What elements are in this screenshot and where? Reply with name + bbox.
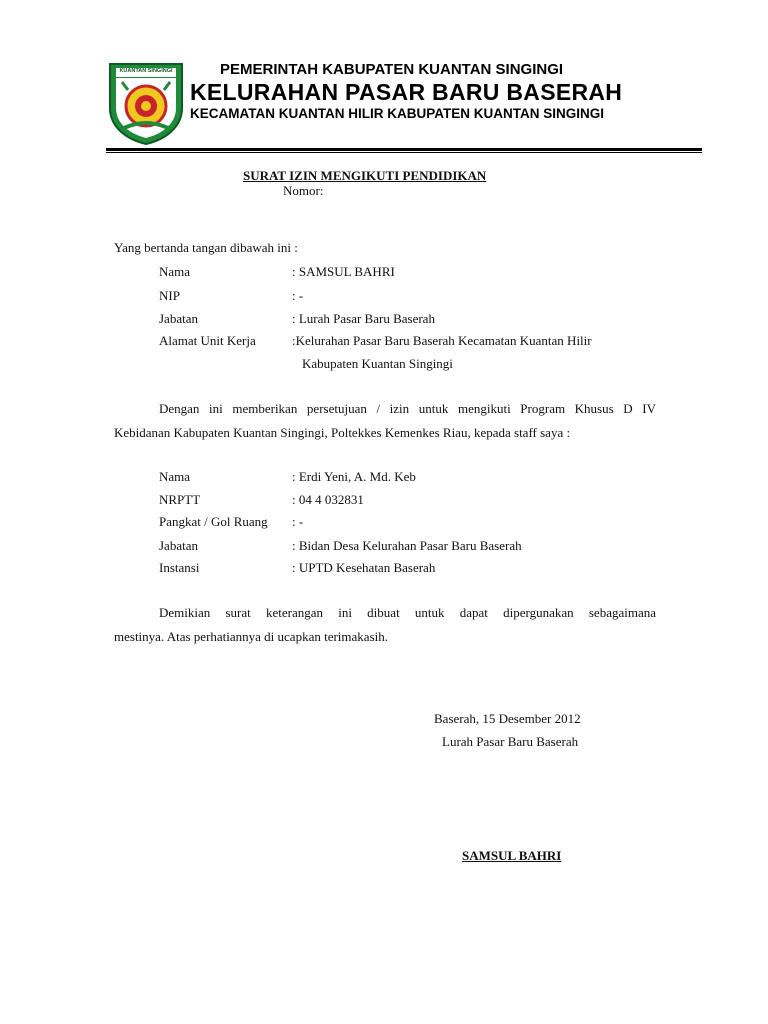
staff-name-value: : Erdi Yeni, A. Md. Keb — [292, 469, 416, 484]
staff-agency-label: Instansi — [159, 560, 200, 575]
letterhead-address: KECAMATAN KUANTAN HILIR KABUPATEN KUANTAN SINGINGI — [190, 106, 604, 121]
document-number-label: Nomor: — [283, 183, 324, 198]
place-date: Baserah, 15 Desember 2012 — [434, 711, 581, 726]
closing-paragraph-line1: Demikian surat keterangan ini dibuat untuk dapat dipergunakan sebagaimana — [159, 605, 656, 620]
permission-paragraph-line2: Kebidanan Kabupaten Kuantan Singingi, Poltekkes Kemenkes Riau, kepada staff saya : — [114, 425, 571, 440]
staff-name-label: Nama — [159, 469, 191, 484]
signer-position-value: : Lurah Pasar Baru Baserah — [292, 311, 435, 326]
staff-rank-label: Pangkat / Gol Ruang — [159, 514, 268, 529]
signer-name-value: : SAMSUL BAHRI — [292, 264, 395, 279]
signer-address-continued: Kabupaten Kuantan Singingi — [302, 356, 453, 371]
staff-nrptt-value: : 04 4 032831 — [292, 492, 364, 507]
closing-paragraph-line2: mestinya. Atas perhatiannya di ucapkan terimakasih. — [114, 629, 388, 644]
signer-name-label: Nama — [159, 264, 191, 279]
signer-address-label: Alamat Unit Kerja — [159, 333, 256, 348]
permission-paragraph-line1: Dengan ini memberikan persetujuan / izin untuk mengikuti Program Khusus D IV — [159, 401, 656, 416]
logo-text: KUANTAN SINGINGI — [119, 68, 173, 74]
signer-address-value: :Kelurahan Pasar Baru Baserah Kecamatan Kuantan Hilir — [292, 333, 592, 348]
staff-nrptt-label: NRPTT — [159, 492, 201, 507]
signer-title: Lurah Pasar Baru Baserah — [442, 734, 579, 749]
signer-nip-label: NIP — [159, 288, 180, 303]
staff-position-value: : Bidan Desa Kelurahan Pasar Baru Baserah — [292, 538, 522, 553]
regency-emblem-logo — [106, 62, 186, 146]
document-title: SURAT IZIN MENGIKUTI PENDIDIKAN — [243, 168, 487, 183]
signer-name-signature: SAMSUL BAHRI — [462, 848, 562, 863]
letterhead-office-name: KELURAHAN PASAR BARU BASERAH — [190, 79, 623, 105]
staff-position-label: Jabatan — [159, 538, 198, 553]
staff-agency-value: : UPTD Kesehatan Baserah — [292, 560, 436, 575]
staff-rank-value: : - — [292, 514, 304, 529]
signer-position-label: Jabatan — [159, 311, 198, 326]
signer-nip-value: : - — [292, 288, 304, 303]
letterhead-government: PEMERINTAH KABUPATEN KUANTAN SINGINGI — [220, 61, 564, 78]
letterhead-divider-thick — [106, 148, 702, 151]
letterhead-divider-thin — [106, 152, 702, 153]
intro-text: Yang bertanda tangan dibawah ini : — [114, 240, 298, 255]
